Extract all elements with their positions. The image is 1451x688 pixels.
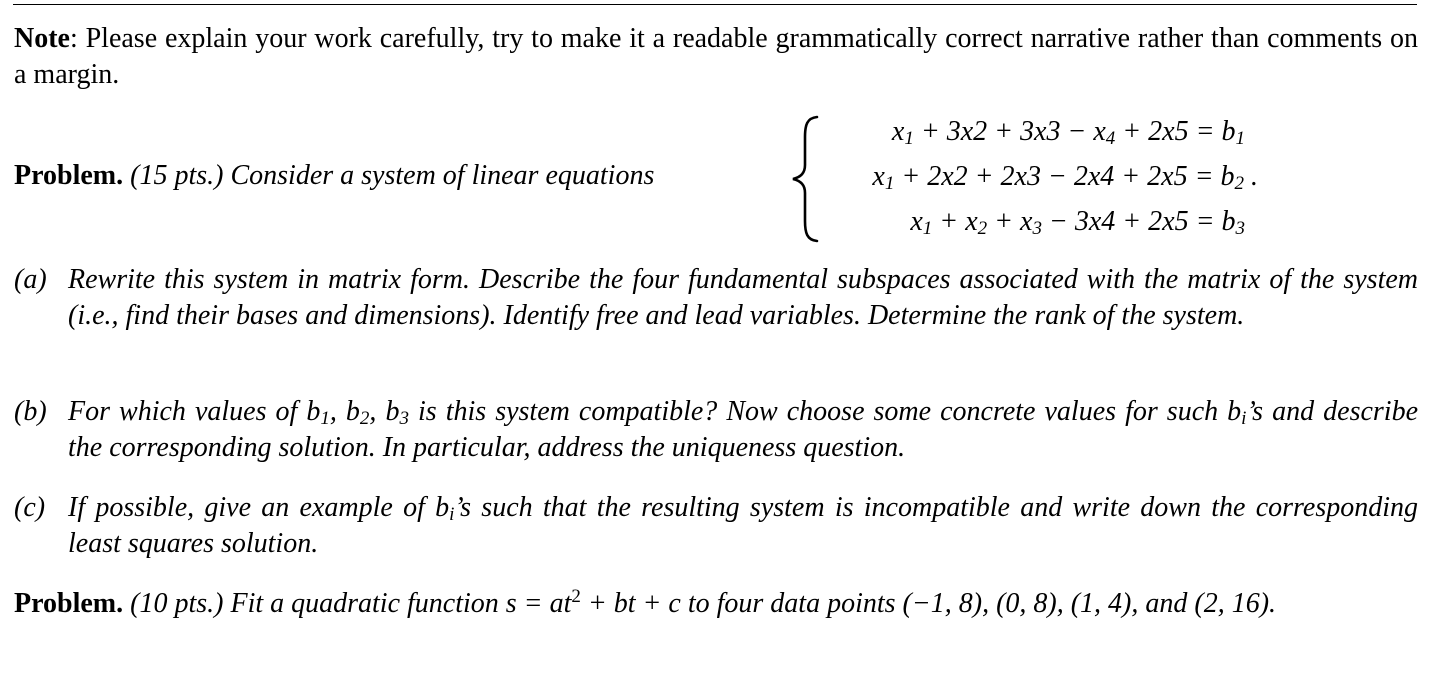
problem2-label: Problem. bbox=[14, 588, 124, 619]
part-a-label: (a) bbox=[14, 264, 47, 295]
problem2-statement bbox=[14, 586, 1418, 622]
equation-3 bbox=[910, 204, 1245, 240]
part-b bbox=[14, 394, 1418, 466]
problem1-label: Problem. bbox=[14, 160, 124, 191]
equation-2-text: $x_1 + 2x2 + 2x3 - 2x4 + 2x5 = b_2$ . bbox=[872, 161, 1258, 194]
note-label: Note bbox=[14, 23, 70, 54]
part-c-text: If possible, give an example of $b_i’s$ such that the resulting system is incompatible and write down the corresponding least squares solution. bbox=[68, 492, 1418, 559]
problem1-statement bbox=[14, 158, 654, 194]
part-a bbox=[14, 262, 1418, 334]
system-brace bbox=[789, 115, 821, 243]
equation-2 bbox=[872, 159, 1258, 195]
equation-1 bbox=[892, 114, 1245, 150]
note-paragraph bbox=[14, 21, 1418, 93]
part-b-label: (b) bbox=[14, 396, 47, 427]
note-text: : Please explain your work carefully, try to make it a readable grammatically correct narrative rather than comments on a margin. bbox=[14, 23, 1418, 90]
top-rule bbox=[13, 4, 1417, 5]
equation-1-text: $x_1 + 3x2 + 3x3 - x_4 + 2x5 = b_1$ bbox=[891, 116, 1245, 149]
part-b-text: For which values of $b_1$, $b_2$, $b_3$ is this system compatible? Now choose some concrete values for such $b_i’s$ and describe the corresponding solution. In particular, address the uniqueness question. bbox=[68, 396, 1419, 463]
equation-3-text: $x_1 + x_2 + x_3 - 3x4 + 2x5 = b_3$ bbox=[910, 206, 1245, 239]
problem2-text: (10 pts.) Fit a quadratic function $s = at^2$ + bt + c to four data points (−1, 8), (0, 8), (1, 4), and (2, 16). bbox=[130, 586, 1277, 619]
part-c bbox=[14, 490, 1418, 562]
part-a-text: Rewrite this system in matrix form. Describe the four fundamental subspaces associated with the matrix of the system (i.e., find their bases and dimensions). Identify free and lead variables. Determine the rank of the system. bbox=[68, 264, 1418, 331]
problem1-text: (15 pts.) Consider a system of linear equations bbox=[130, 160, 655, 191]
part-c-label: (c) bbox=[14, 492, 46, 523]
